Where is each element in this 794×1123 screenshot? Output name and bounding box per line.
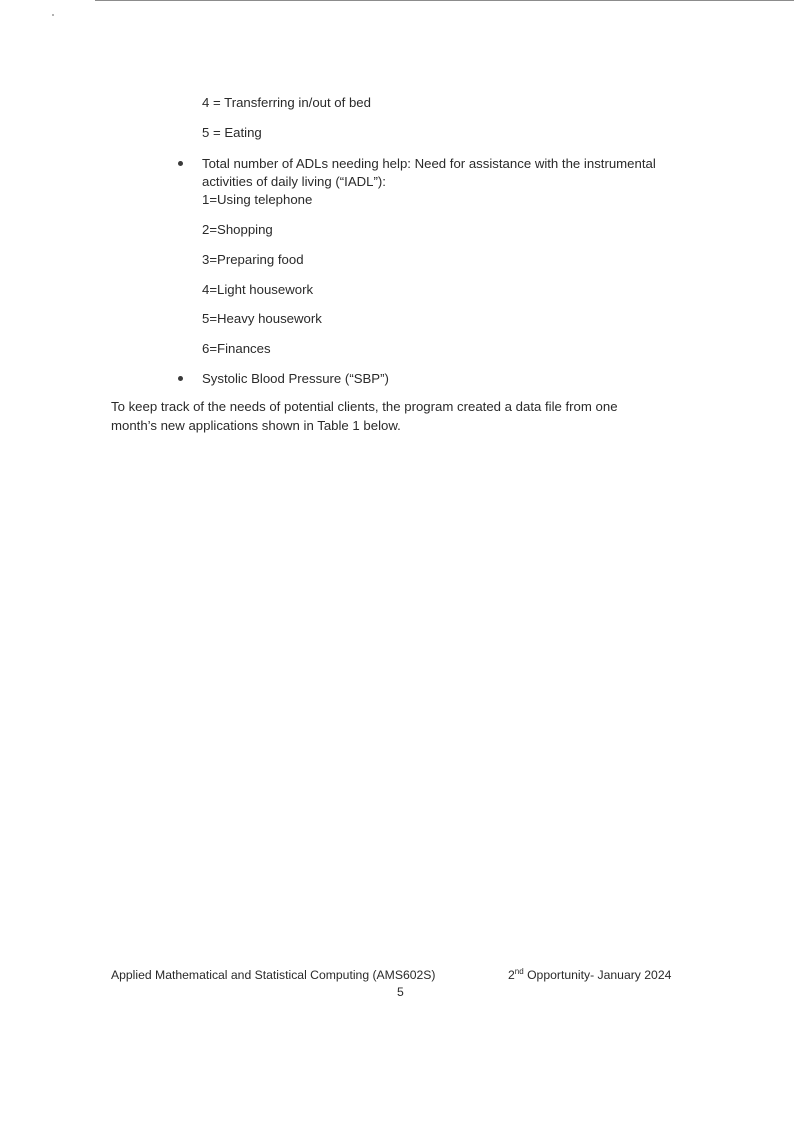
adl-item-transferring: 4 = Transferring in/out of bed — [202, 95, 371, 110]
page-number: 5 — [397, 985, 404, 999]
iadl-item-telephone: 1=Using telephone — [202, 192, 313, 207]
iadl-item-shopping: 2=Shopping — [202, 222, 273, 237]
iadl-item-heavy-housework: 5=Heavy housework — [202, 311, 322, 326]
footer-opportunity-text: Opportunity- January 2024 — [523, 968, 672, 982]
bullet-sbp — [178, 376, 183, 381]
scan-mark — [52, 14, 54, 16]
top-border-line — [95, 0, 794, 1]
paragraph-line-1: To keep track of the needs of potential clients, the program created a data file from one — [111, 399, 618, 414]
iadl-item-preparing-food: 3=Preparing food — [202, 252, 304, 267]
iadl-heading-line-2: activities of daily living (“IADL”): — [202, 174, 386, 189]
iadl-heading-line-1: Total number of ADLs needing help: Need for assistance with the instrumental — [202, 156, 656, 171]
footer-opportunity-number: 2 — [508, 968, 515, 982]
sbp-item: Systolic Blood Pressure (“SBP”) — [202, 371, 389, 386]
footer-opportunity-suffix: nd — [514, 966, 524, 976]
bullet-iadl — [178, 161, 183, 166]
iadl-item-light-housework: 4=Light housework — [202, 282, 314, 297]
paragraph-line-2: month’s new applications shown in Table 1 below. — [111, 418, 401, 433]
footer-opportunity — [508, 967, 671, 983]
iadl-item-finances: 6=Finances — [202, 341, 271, 356]
adl-item-eating: 5 = Eating — [202, 125, 262, 140]
footer-course: Applied Mathematical and Statistical Computing (AMS602S) — [111, 968, 436, 982]
